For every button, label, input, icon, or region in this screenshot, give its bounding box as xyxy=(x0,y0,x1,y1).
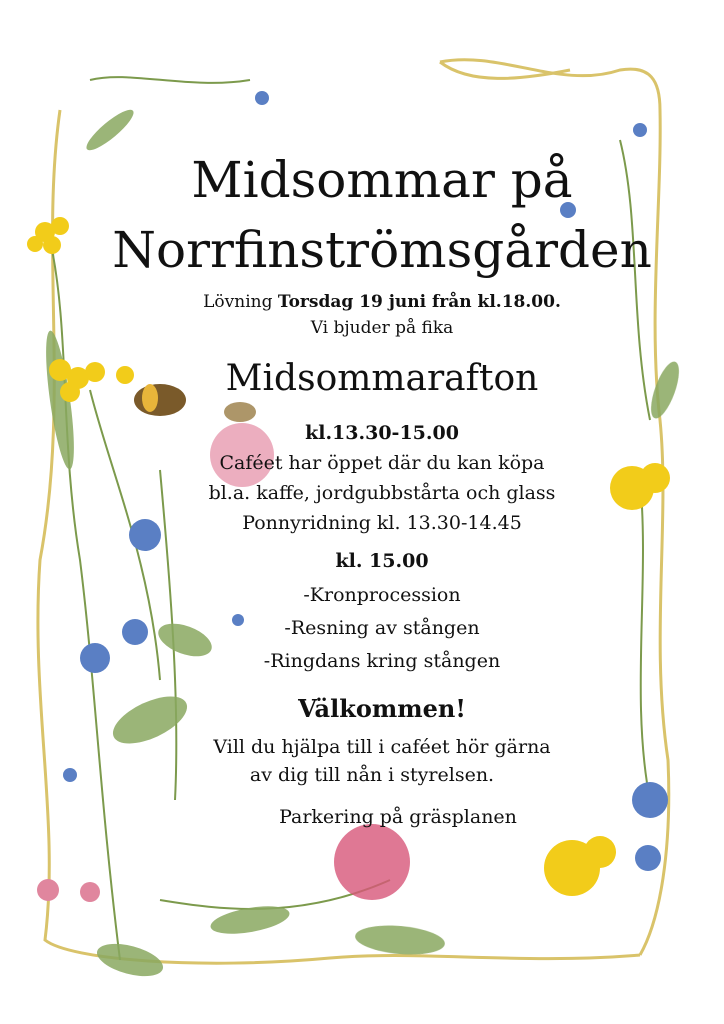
cafe-line-1: Caféet har öppet där du kan köpa xyxy=(219,452,545,474)
program-item: -Kronprocession xyxy=(303,584,461,606)
cafe-line-2: bl.a. kaffe, jordgubbstårta och glass xyxy=(208,482,556,504)
title-line-1: Midsommar på xyxy=(191,151,573,209)
lovning-when: Torsdag 19 juni från kl.18.00. xyxy=(277,292,561,312)
parking-line: Parkering på gräsplanen xyxy=(279,806,517,828)
ponny-line: Ponnyridning kl. 13.30-14.45 xyxy=(242,512,522,534)
title-line-2: Norrfinströmsgården xyxy=(112,221,652,279)
time-cafe: kl.13.30-15.00 xyxy=(305,422,459,444)
lovning-line xyxy=(20,290,724,314)
afton-heading: Midsommarafton xyxy=(225,358,539,399)
lovning-label: Lövning xyxy=(203,292,273,312)
fika-line: Vi bjuder på fika xyxy=(310,318,454,338)
program-item: -Ringdans kring stången xyxy=(263,650,501,672)
program-item: -Resning av stången xyxy=(284,617,480,639)
time-program: kl. 15.00 xyxy=(335,550,429,572)
welcome-heading: Välkommen! xyxy=(298,694,466,723)
help-line-1: Vill du hjälpa till i caféet hör gärna xyxy=(213,736,551,758)
help-line-2: av dig till nån i styrelsen. xyxy=(249,764,495,786)
